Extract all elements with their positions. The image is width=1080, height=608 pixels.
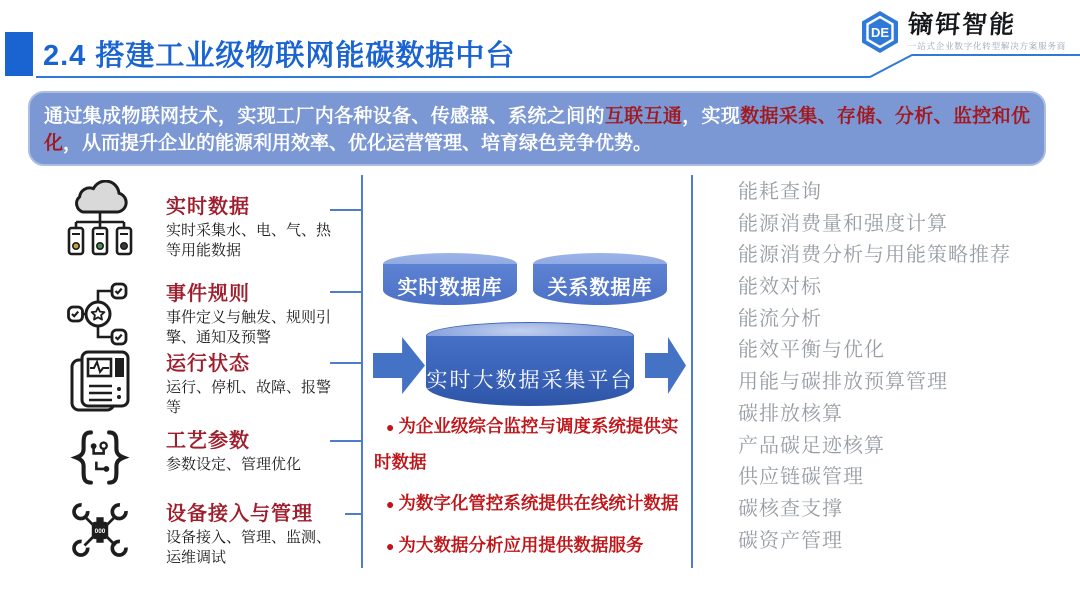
banner-highlight: 数据采集、存储、分析、监控和优化 — [44, 106, 1030, 154]
svg-text:000: 000 — [94, 528, 106, 536]
relational-db-label: 关系数据库 — [547, 277, 653, 299]
application-item: 供应链碳管理 — [738, 466, 864, 489]
brand-logo — [860, 10, 1066, 54]
source-desc: 参数设定、管理优化 — [166, 456, 302, 473]
connector-line — [330, 440, 361, 442]
connector-line — [330, 291, 361, 293]
event-rules-icon — [58, 278, 142, 350]
source-item-device-access — [58, 498, 358, 568]
inflow-arrow-icon — [373, 337, 425, 394]
source-item-realtime-data — [58, 180, 358, 261]
bullet-item: ● 为大数据分析应用提供数据服务 — [374, 528, 694, 564]
source-title: 工艺参数 — [166, 430, 250, 452]
banner-text: 通过集成物联网技术，实现工厂内各种设备、传感器、系统之间的 — [44, 106, 605, 127]
svg-text:DE: DE — [870, 25, 889, 40]
platform-label: 实时大数据采集平台 — [426, 369, 634, 392]
device-access-icon — [58, 498, 142, 568]
application-item: 能效对标 — [738, 276, 822, 299]
application-item: 碳资产管理 — [738, 529, 843, 552]
source-title: 运行状态 — [166, 353, 250, 375]
cloud-devices-icon — [58, 180, 142, 261]
application-list — [738, 177, 1011, 557]
source-title: 设备接入与管理 — [166, 503, 313, 525]
process-params-icon — [58, 427, 142, 489]
outflow-arrow-icon — [645, 337, 686, 394]
brand-hexagon-icon — [860, 10, 900, 54]
source-desc: 实时采集水、电、气、热等用能数据 — [166, 222, 332, 259]
bullet-item: ● 为数字化管控系统提供在线统计数据 — [374, 486, 694, 522]
application-item: 碳核查支撑 — [738, 497, 843, 520]
application-item: 能源消费量和强度计算 — [738, 212, 948, 235]
realtime-db-cylinder — [383, 253, 517, 305]
source-desc: 设备接入、管理、监测、运维调试 — [166, 529, 332, 566]
application-item: 能效平衡与优化 — [738, 339, 885, 362]
relational-db-cylinder — [533, 253, 667, 305]
source-desc: 运行、停机、故障、报警等 — [166, 379, 332, 416]
source-item-event-rules — [58, 278, 358, 350]
bullet-item: ● 为企业级综合监控与调度系统提供实时数据 — [374, 409, 694, 480]
brand-tagline: 一站式企业数字化转型解决方案服务商 — [907, 41, 1066, 51]
page-title: 2.4 搭建工业级物联网能碳数据中台 — [43, 40, 516, 72]
banner-text: ，从而提升企业的能源利用效率、优化运营管理、培育绿色竞争优势。 — [63, 133, 653, 154]
platform-bullet-list — [374, 409, 694, 570]
realtime-db-label: 实时数据库 — [397, 277, 503, 299]
run-status-icon — [58, 348, 142, 418]
banner-text: ，实现 — [682, 106, 741, 127]
platform-cylinder — [426, 322, 634, 406]
application-item: 能耗查询 — [738, 181, 822, 203]
application-item: 能流分析 — [738, 307, 822, 330]
title-accent-block — [5, 32, 33, 76]
application-item: 碳排放核算 — [738, 402, 843, 425]
banner-highlight: 互联互通 — [604, 106, 683, 127]
brand-name: 镝铒智能 — [906, 11, 1017, 39]
source-item-run-status — [58, 348, 358, 418]
intro-banner — [28, 91, 1046, 166]
connector-line — [345, 513, 361, 515]
application-item: 能源消费分析与用能策略推荐 — [738, 244, 1011, 267]
connector-line — [330, 209, 361, 211]
source-title: 实时数据 — [166, 196, 250, 218]
source-item-process-params — [58, 427, 358, 489]
source-title: 事件规则 — [166, 283, 250, 305]
divider-line-left — [361, 175, 363, 568]
source-desc: 事件定义与触发、规则引擎、通知及预警 — [166, 309, 332, 346]
application-item: 产品碳足迹核算 — [738, 434, 885, 457]
connector-line — [330, 362, 361, 364]
application-item: 用能与碳排放预算管理 — [738, 371, 948, 394]
